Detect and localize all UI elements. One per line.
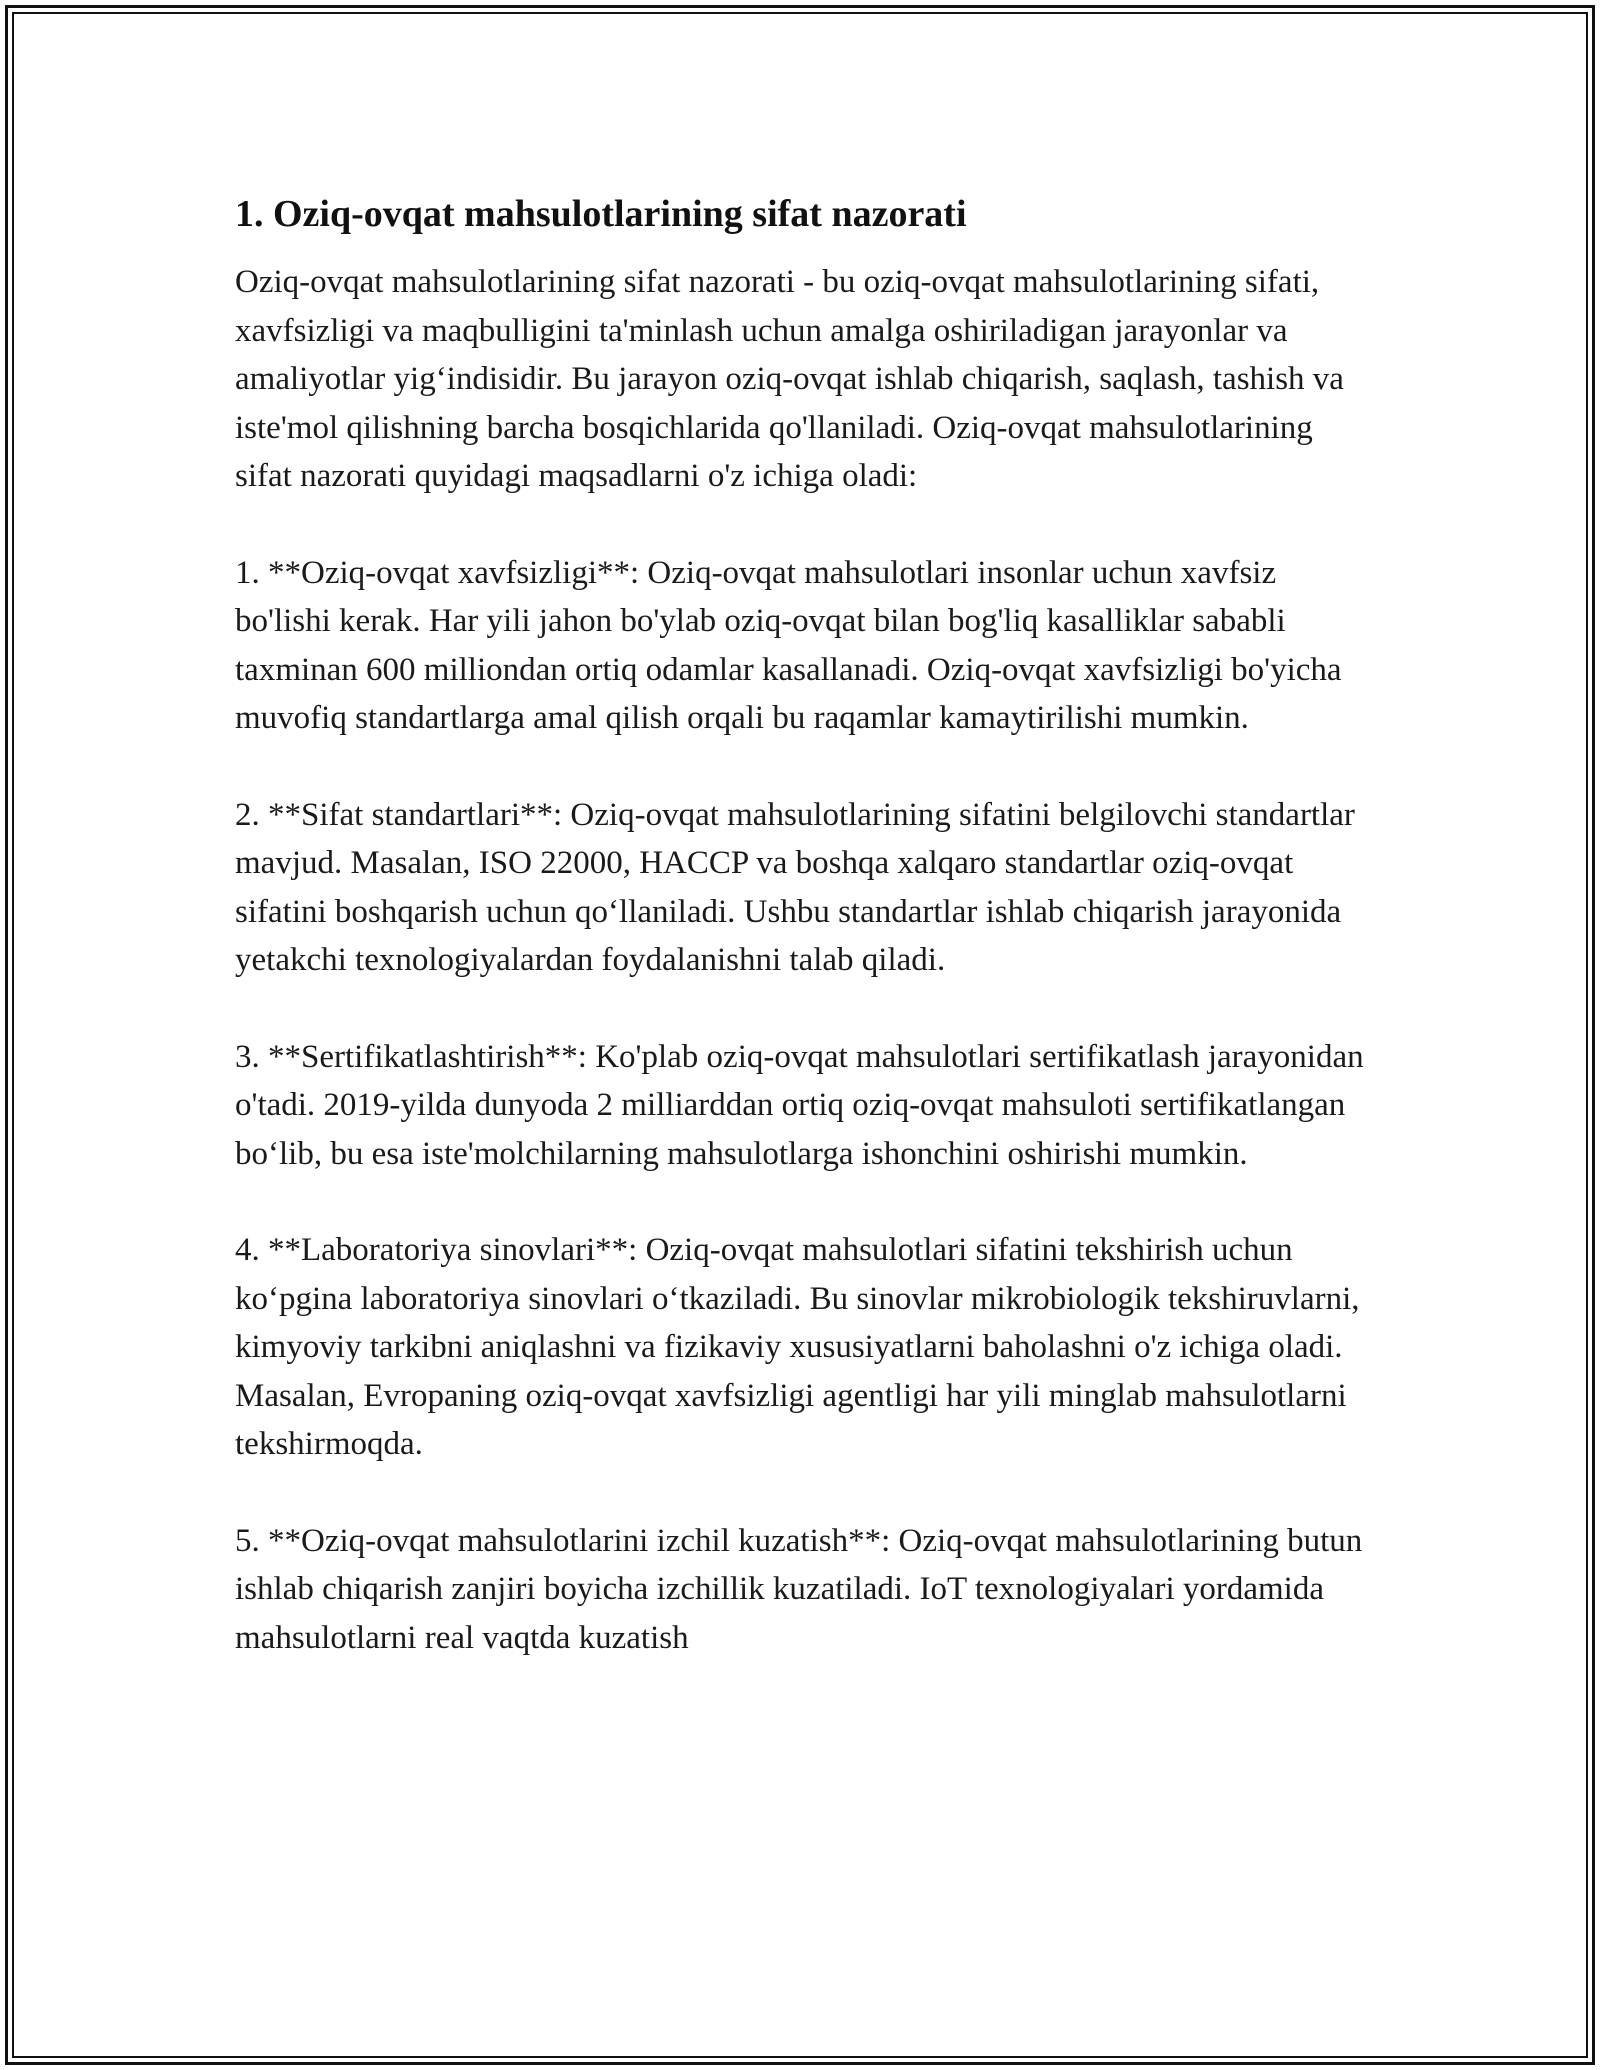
item-laboratory-tests: 4. **Laboratoriya sinovlari**: Oziq-ovqat mahsulotlari sifatini tekshirish uchun ko‘pgina laboratoriya sinovlari o‘tkaziladi. Bu sinovlar mikrobiologik tekshiruvlarni, kimyoviy tarkibni aniqlashni va fizikaviy xususiyatlarni baholashni o'z ichiga oladi. Masalan, Evropaning oziq-ovqat xavfsizligi agentligi har yili minglab mahsulotlarni tekshirmoqda.	[235, 1232, 1360, 1462]
document-title: 1. Oziq-ovqat mahsulotlarining sifat nazorati	[235, 193, 967, 235]
item-traceability: 5. **Oziq-ovqat mahsulotlarini izchil kuzatish**: Oziq-ovqat mahsulotlarining butun ishlab chiqarish zanjiri boyicha izchillik kuzatiladi. IoT texnologiyalari yordamida mahsulotlarni real vaqtda kuzatish	[235, 1522, 1363, 1656]
intro-paragraph: Oziq-ovqat mahsulotlarining sifat nazorati - bu oziq-ovqat mahsulotlarining sifati, xavfsizligi va maqbulligini ta'minlash uchun amalga oshiriladigan jarayonlar va amaliyotlar yig‘indisidir. Bu jarayon oziq-ovqat ishlab chiqarish, saqlash, tashish va iste'mol qilishning barcha bosqichlarida qo'llaniladi. Oziq-ovqat mahsulotlarining sifat nazorati quyidagi maqsadlarni o'z ichiga oladi:	[235, 264, 1344, 494]
item-quality-standards: 2. **Sifat standartlari**: Oziq-ovqat mahsulotlarining sifatini belgilovchi standartlar mavjud. Masalan, ISO 22000, HACCP va boshqa xalqaro standartlar oziq-ovqat sifatini boshqarish uchun qo‘llaniladi. Ushbu standartlar ishlab chiqarish jarayonida yetakchi texnologiyalardan foydalanishni talab qiladi.	[235, 796, 1355, 978]
item-food-safety: 1. **Oziq-ovqat xavfsizligi**: Oziq-ovqat mahsulotlari insonlar uchun xavfsiz bo'lishi kerak. Har yili jahon bo'ylab oziq-ovqat bilan bog'liq kasalliklar sababli taxminan 600 milliondan ortiq odamlar kasallanadi. Oziq-ovqat xavfsizligi bo'yicha muvofiq standartlarga amal qilish orqali bu raqamlar kamaytirilishi mumkin.	[235, 554, 1342, 736]
item-certification: 3. **Sertifikatlashtirish**: Ko'plab oziq-ovqat mahsulotlari sertifikatlash jarayonidan o'tadi. 2019-yilda dunyoda 2 milliarddan ortiq oziq-ovqat mahsuloti sertifikatlangan bo‘lib, bu esa iste'molchilarning mahsulotlarga ishonchini oshirishi mumkin.	[235, 1038, 1364, 1172]
document-body	[235, 188, 1375, 1710]
